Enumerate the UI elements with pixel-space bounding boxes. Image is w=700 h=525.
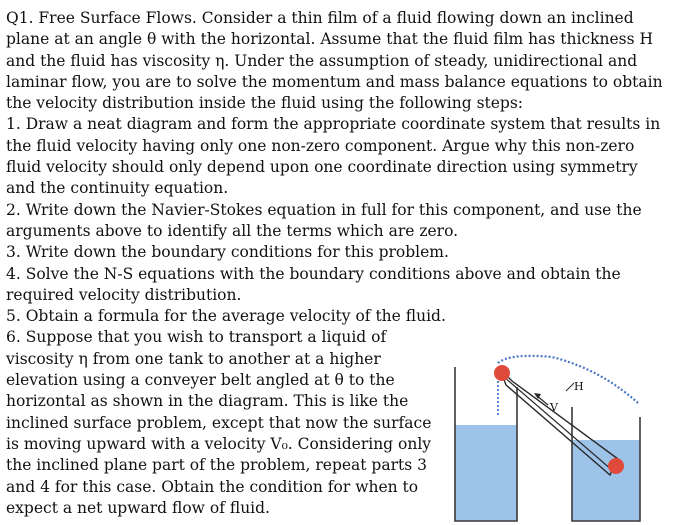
text-line: horizontal as shown in the diagram. This is like the: [6, 392, 409, 411]
text-line: laminar flow, you are to solve the momentum and mass balance equations to obtain: [6, 72, 663, 91]
text-line: the velocity distribution inside the fluid using the following steps:: [6, 94, 524, 113]
text-line: arguments above to identify all the terms which are zero.: [6, 221, 459, 240]
text-line: 3. Write down the boundary conditions for this problem.: [6, 243, 449, 262]
text-line: viscosity η from one tank to another at a higher: [6, 349, 381, 368]
text-line: required velocity distribution.: [6, 285, 242, 304]
text-line: 6. Suppose that you wish to transport a liquid of: [6, 328, 387, 347]
text-line: 5. Obtain a formula for the average velocity of the fluid.: [6, 307, 446, 326]
text-line: 1. Draw a neat diagram and form the appropriate coordinate system that results in: [6, 115, 661, 134]
text-line: and the fluid has viscosity η. Under the assumption of steady, unidirectional and: [6, 51, 638, 70]
text-line: expect a net upward flow of fluid.: [6, 498, 270, 517]
text-line: is moving upward with a velocity V₀. Considering only: [6, 434, 432, 453]
upper-roller: [608, 458, 624, 474]
text-line: 4. Solve the N-S equations with the boundary conditions above and obtain the: [6, 264, 621, 283]
text-line: the inclined plane part of the problem, repeat parts 3: [6, 456, 427, 475]
text-line: the fluid velocity having only one non-zero component. Argue why this non-zero: [6, 136, 635, 155]
conveyor-belt-diagram: [440, 345, 645, 525]
text-line: plane at an angle θ with the horizontal. Assume that the fluid film has thickness H: [6, 30, 654, 49]
text-line: inclined surface problem, except that now the surface: [6, 413, 432, 432]
thickness-label: H: [574, 380, 584, 393]
thickness-marker: [566, 383, 574, 391]
upper-tank-water: [572, 440, 640, 521]
text-line: and 4 for this case. Obtain the condition for when to: [6, 477, 419, 496]
text-line: Q1. Free Surface Flows. Consider a thin film of a fluid flowing down an inclined: [6, 9, 634, 27]
lower-tank-water: [455, 425, 517, 521]
text-line: elevation using a conveyer belt angled at θ to the: [6, 371, 395, 390]
lower-roller: [494, 365, 510, 381]
velocity-label: V: [550, 401, 558, 414]
text-line: fluid velocity should only depend upon one coordinate direction using symmetry: [6, 158, 638, 177]
text-line: 2. Write down the Navier-Stokes equation in full for this component, and use the: [6, 200, 642, 219]
belt-return: [504, 377, 612, 470]
text-line: and the continuity equation.: [6, 179, 229, 198]
